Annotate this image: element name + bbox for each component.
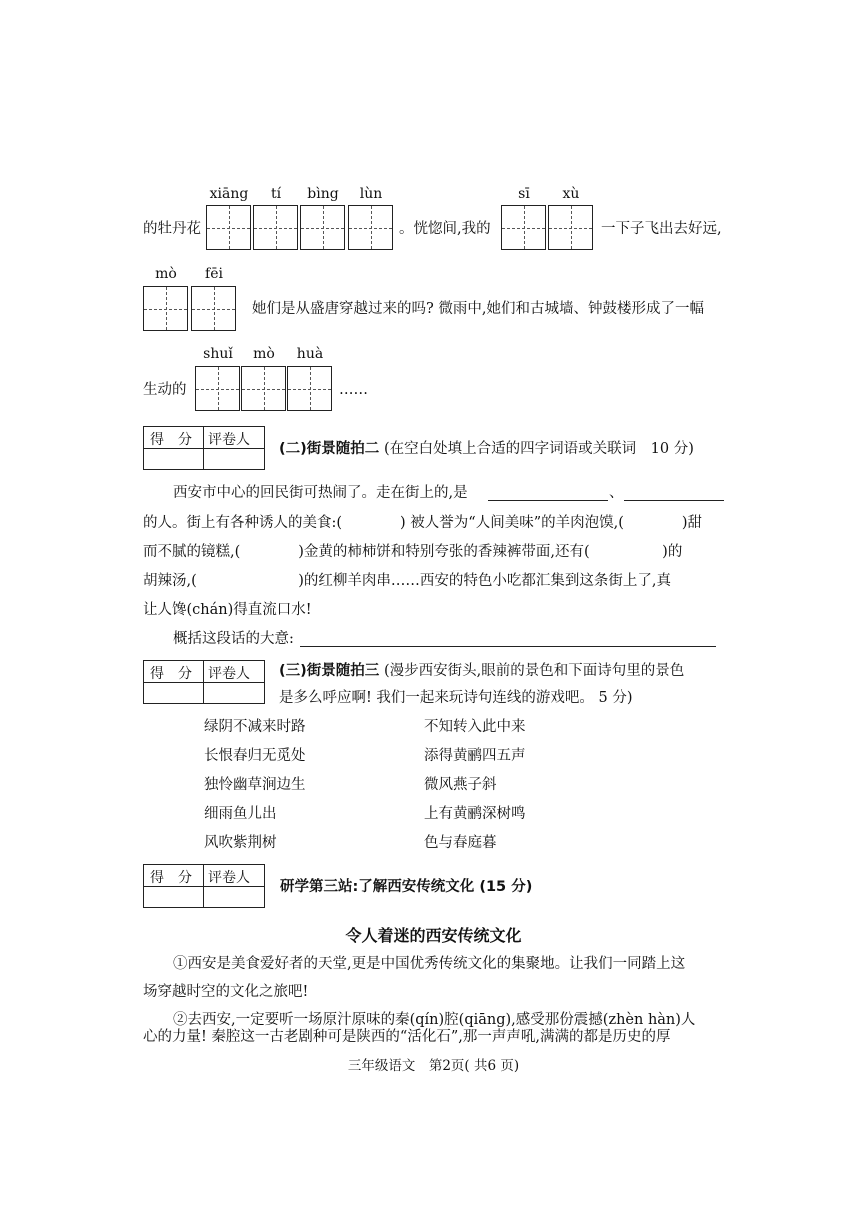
article-title: 令人着迷的西安传统文化 xyxy=(345,926,522,945)
poem-left[interactable]: 细雨鱼儿出 xyxy=(204,806,277,822)
section-instruction: (漫步西安街头,眼前的景色和下面诗句里的景色 xyxy=(384,663,685,679)
text-fragment: 的牡丹花 xyxy=(143,221,201,237)
poem-right[interactable]: 上有黄鹂深树鸣 xyxy=(424,806,526,822)
tian-box[interactable] xyxy=(253,205,298,250)
passage-line: 让人馋(chán)得直流口水! xyxy=(143,602,312,618)
pinyin: lùn xyxy=(359,186,383,202)
score-box xyxy=(143,426,265,470)
pinyin: mò xyxy=(155,266,177,282)
text-fragment: 生动的 xyxy=(143,382,187,398)
tian-box[interactable] xyxy=(300,205,345,250)
poem-right[interactable]: 色与春庭暮 xyxy=(424,835,497,851)
passage-line: 的人。街上有各种诱人的美食:( ) 被人誉为“人间美味”的羊肉泡馍,( )甜 xyxy=(143,515,703,531)
score-label: 得 分 xyxy=(150,432,192,448)
section-title: (三)街景随拍三 xyxy=(279,663,380,679)
poem-left[interactable]: 风吹紫荆树 xyxy=(204,835,277,851)
section-instruction: (在空白处填上合适的四字词语或关联词 10 分) xyxy=(384,441,694,457)
article-line: 心的力量! 秦腔这一古老剧种可是陕西的“活化石”,那一声声吼,满满的都是历史的厚 xyxy=(143,1029,671,1045)
article-line: ①西安是美食爱好者的天堂,更是中国优秀传统文化的集聚地。让我们一同踏上这 xyxy=(173,956,686,972)
tian-box[interactable] xyxy=(195,366,240,411)
pinyin: mò xyxy=(253,346,275,362)
pinyin: shuǐ xyxy=(203,346,233,362)
score-label: 得 分 xyxy=(150,666,192,682)
text-fragment: …… xyxy=(339,382,368,398)
pinyin: sī xyxy=(518,186,530,202)
passage-line: 而不腻的镜糕,( )金黄的柿柿饼和特别夸张的香辣裤带面,还有( )的 xyxy=(143,544,683,560)
answer-blank[interactable] xyxy=(488,500,608,501)
text-fragment: 。恍惚间,我的 xyxy=(399,221,491,237)
score-label: 得 分 xyxy=(150,870,192,886)
summary-label: 概括这段话的大意: xyxy=(173,631,294,647)
passage-line: 胡辣汤,( )的红柳羊肉串……西安的特色小吃都汇集到这条街上了,真 xyxy=(143,573,672,589)
station-title: 研学第三站:了解西安传统文化 (15 分) xyxy=(280,879,533,895)
tian-box[interactable] xyxy=(191,286,236,331)
answer-blank[interactable] xyxy=(624,500,724,501)
tian-box[interactable] xyxy=(501,205,546,250)
text-fragment: 一下子飞出去好远, xyxy=(601,221,722,237)
pinyin: bìng xyxy=(307,186,339,202)
poem-right[interactable]: 微风燕子斜 xyxy=(424,777,497,793)
tian-box[interactable] xyxy=(241,366,286,411)
summary-blank[interactable] xyxy=(300,646,716,647)
tian-box[interactable] xyxy=(206,205,251,250)
page-footer: 三年级语文 第2页( 共6 页) xyxy=(347,1058,520,1074)
section-title: (二)街景随拍二 xyxy=(279,441,380,457)
score-box xyxy=(143,864,265,908)
pinyin: huà xyxy=(296,346,324,362)
article-line: 场穿越时空的文化之旅吧! xyxy=(143,984,309,1000)
pinyin: xù xyxy=(562,186,580,202)
tian-box[interactable] xyxy=(548,205,593,250)
section-instruction: 是多么呼应啊! 我们一起来玩诗句连线的游戏吧。 5 分) xyxy=(279,690,633,706)
poem-right[interactable]: 添得黄鹂四五声 xyxy=(424,748,526,764)
passage-line: 、 xyxy=(609,485,624,501)
tian-box[interactable] xyxy=(287,366,332,411)
tian-box[interactable] xyxy=(348,205,393,250)
poem-left[interactable]: 绿阴不减来时路 xyxy=(204,719,306,735)
grader-label: 评卷人 xyxy=(208,666,250,682)
pinyin: tí xyxy=(270,186,282,202)
poem-left[interactable]: 独怜幽草涧边生 xyxy=(204,777,306,793)
tian-box[interactable] xyxy=(143,286,188,331)
pinyin: fēi xyxy=(205,266,223,282)
grader-label: 评卷人 xyxy=(208,870,250,886)
poem-right[interactable]: 不知转入此中来 xyxy=(424,719,526,735)
pinyin: xiāng xyxy=(209,186,249,202)
article-line: ②去西安,一定要听一场原汁原味的秦(qín)腔(qiāng),感受那份震撼(zhèn hàn)人 xyxy=(173,1012,696,1028)
grader-label: 评卷人 xyxy=(208,432,250,448)
text-fragment: 她们是从盛唐穿越过来的吗? 微雨中,她们和古城墙、钟鼓楼形成了一幅 xyxy=(252,301,704,317)
poem-left[interactable]: 长恨春归无觅处 xyxy=(204,748,306,764)
score-box xyxy=(143,660,265,704)
passage-line: 西安市中心的回民街可热闹了。走在街上的,是 xyxy=(173,485,468,501)
